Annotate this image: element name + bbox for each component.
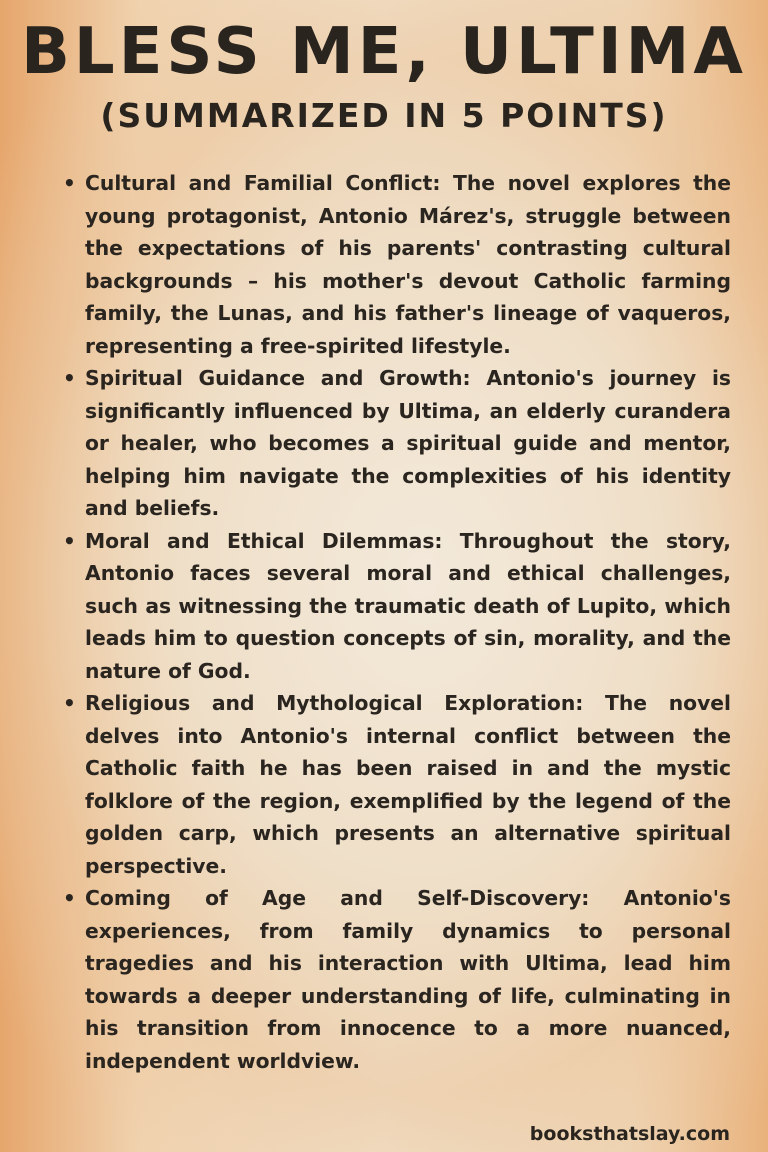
bullet-icon: • [63,171,76,195]
bullet-icon: • [63,691,76,715]
summary-point [63,882,731,1077]
summary-point-text: Religious and Mythological Exploration: The novel delves into Antonio's internal conflict between the Catholic faith he has been raised in and the mystic folklore of the region, exemplified by the legend of the golden carp, which presents an alternative spiritual perspective. [85,691,731,878]
summary-points-list [63,167,731,1077]
summary-point-text: Coming of Age and Self-Discovery: Antonio's experiences, from family dynamics to personal tragedies and his interaction with Ultima, lead him towards a deeper understanding of life, culminating in his transition from innocence to a more nuanced, independent worldview. [85,886,731,1073]
bullet-icon: • [63,366,76,390]
source-watermark: booksthatslay.com [529,1123,730,1145]
summary-point [63,167,731,362]
summary-point [63,687,731,882]
summary-point-text: Moral and Ethical Dilemmas: Throughout the story, Antonio faces several moral and ethical challenges, such as witnessing the traumatic death of Lupito, which leads him to question concepts of sin, morality, and the nature of God. [85,528,731,683]
summary-point [63,362,731,525]
page-title: BLESS ME, ULTIMA [21,15,747,89]
summary-point [63,525,731,688]
bullet-icon: • [63,886,76,910]
page-subtitle: (SUMMARIZED IN 5 POINTS) [100,96,668,135]
bullet-icon: • [63,528,76,553]
summary-point-text: Cultural and Familial Conflict: The novel explores the young protagonist, Antonio Márez's, struggle between the expectations of his parents' contrasting cultural backgrounds – his mother's devout Catholic farming family, the Lunas, and his father's lineage of vaqueros, representing a free-spirited lifestyle. [85,171,731,358]
summary-point-text: Spiritual Guidance and Growth: Antonio's journey is significantly influenced by Ultima, an elderly curandera or healer, who becomes a spiritual guide and mentor, helping him navigate the complexities of his identity and beliefs. [85,366,731,520]
